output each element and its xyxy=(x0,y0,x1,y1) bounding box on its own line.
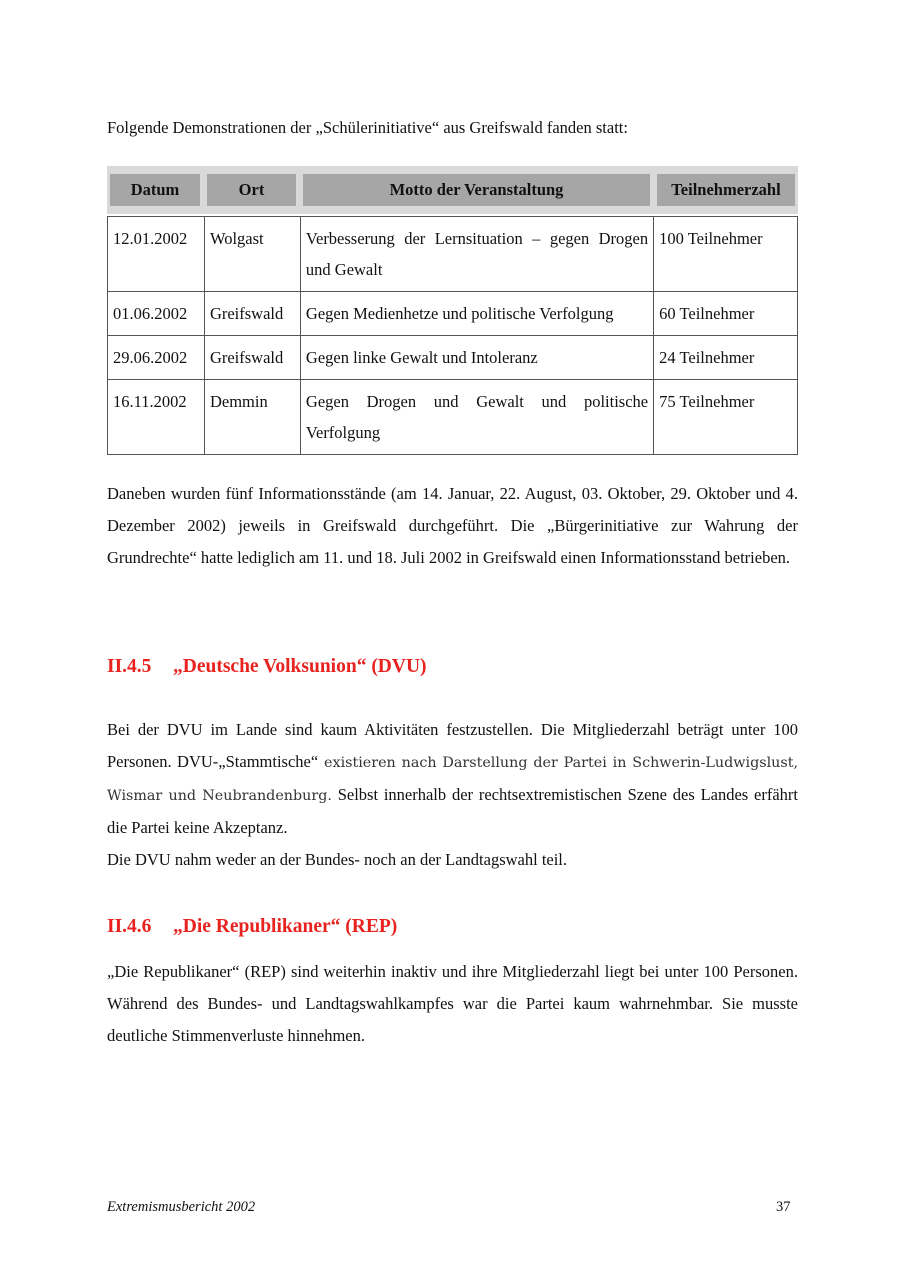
cell-motto: Gegen Drogen und Gewalt und politische Verfolgung xyxy=(300,380,653,455)
info-stands-paragraph: Daneben wurden fünf Informationsstände (am 14. Januar, 22. August, 03. Oktober, 29. Oktober und 4. Dezember 2002) jeweils in Greifswald durchgeführt. Die „Bürgerinitiative zur Wahrung der Grundrechte“ hatte lediglich am 11. und 18. Juli 2002 in Greifswald einen Informationsstand betrieben. xyxy=(107,484,798,567)
table-row xyxy=(108,380,798,455)
cell-date: 29.06.2002 xyxy=(108,336,205,380)
cell-place: Wolgast xyxy=(204,217,300,292)
intro-paragraph: Folgende Demonstrationen der „Schülerinitiative“ aus Greifswald fanden statt: xyxy=(107,118,628,137)
cell-motto: Verbesserung der Lernsituation – gegen Drogen und Gewalt xyxy=(300,217,653,292)
heading-dvu-title: „Deutsche Volksunion“ (DVU) xyxy=(173,656,427,677)
cell-participants: 60 Teilnehmer xyxy=(654,292,798,336)
table-row xyxy=(108,292,798,336)
dvu-text-c: Selbst innerhalb der rechtsextremistischen Szene des Landes erfährt die Partei keine Akzeptanz. xyxy=(107,785,798,837)
page-number: 37 xyxy=(776,1199,791,1215)
dvu-section-text xyxy=(107,714,798,876)
cell-date: 01.06.2002 xyxy=(108,292,205,336)
cell-date: 16.11.2002 xyxy=(108,380,205,455)
heading-rep xyxy=(107,916,397,938)
header-teilnehmerzahl: Teilnehmerzahl xyxy=(657,174,795,206)
rep-paragraph: „Die Republikaner“ (REP) sind weiterhin inaktiv und ihre Mitgliederzahl liegt bei unter 100 Personen. Während des Bundes- und Landtagswahlkampfes war die Partei kaum wahrnehmbar. Sie musste deutliche Stimmenverluste hinnehmen. xyxy=(107,962,798,1045)
table-row xyxy=(108,217,798,292)
dvu-text-a: Bei der DVU im Lande sind kaum Aktivitäten festzustellen. Die Mitgliederzahl beträgt unter 100 Personen. DVU-„Stammtische“ xyxy=(107,720,798,771)
heading-dvu-number: II.4.5 xyxy=(107,656,152,677)
cell-date: 12.01.2002 xyxy=(108,217,205,292)
cell-place: Greifswald xyxy=(204,292,300,336)
cell-motto: Gegen linke Gewalt und Intoleranz xyxy=(300,336,653,380)
heading-rep-title: „Die Republikaner“ (REP) xyxy=(173,916,398,937)
cell-participants: 24 Teilnehmer xyxy=(654,336,798,380)
table-body xyxy=(107,216,798,455)
heading-rep-number: II.4.6 xyxy=(107,916,152,937)
header-ort: Ort xyxy=(207,174,296,206)
footer-report-title: Extremismusbericht 2002 xyxy=(107,1199,256,1215)
dvu-election-paragraph: Die DVU nahm weder an der Bundes- noch an der Landtagswahl teil. xyxy=(107,850,568,869)
header-motto: Motto der Veranstaltung xyxy=(303,174,650,206)
dvu-paragraph xyxy=(107,714,798,844)
heading-dvu xyxy=(107,656,427,678)
header-datum: Datum xyxy=(110,174,200,206)
cell-place: Demmin xyxy=(204,380,300,455)
cell-participants: 75 Teilnehmer xyxy=(654,380,798,455)
cell-motto: Gegen Medienhetze und politische Verfolgung xyxy=(300,292,653,336)
cell-participants: 100 Teilnehmer xyxy=(654,217,798,292)
cell-place: Greifswald xyxy=(204,336,300,380)
table-row xyxy=(108,336,798,380)
table-header xyxy=(107,166,798,214)
dvu-text-b: existieren nach Darstellung der Partei in Schwerin-Ludwigslust, Wismar und Neubrandenburg. xyxy=(107,755,798,804)
demonstrations-table xyxy=(107,166,798,442)
